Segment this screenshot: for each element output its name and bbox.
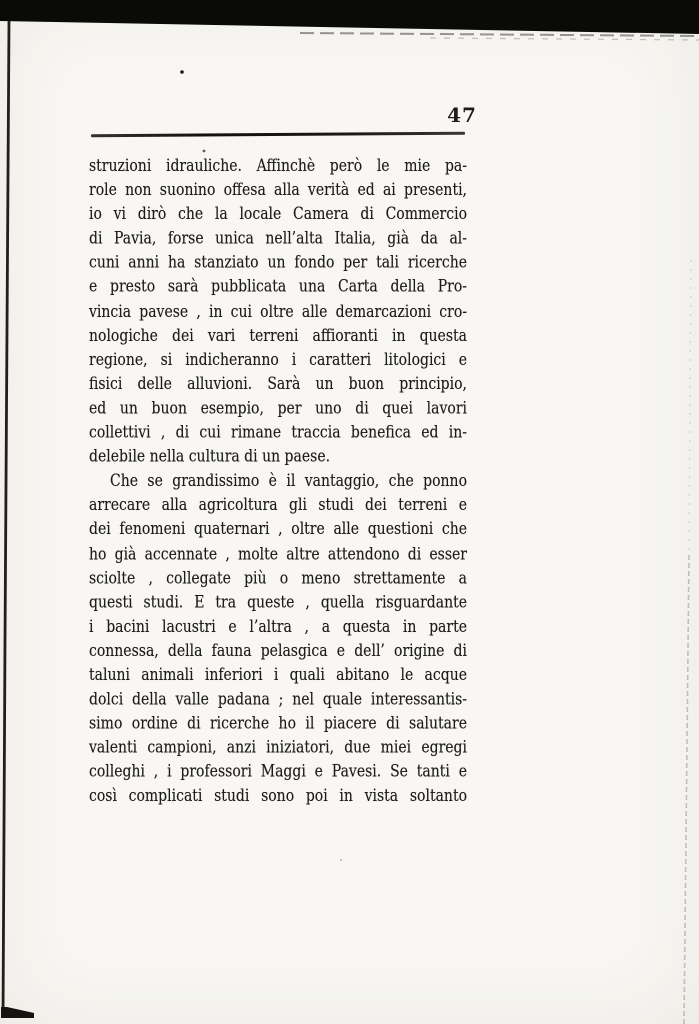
text-line: valenti campioni, anzi iniziatori, due miei egregi [89,737,467,758]
text-line: taluni animali inferiori i quali abitano le acque [89,664,467,685]
text-line: collettivi , di cui rimane traccia benefica ed in- [89,421,467,442]
ink-speck [203,150,206,153]
text-line: sciolte , collegate più o meno strettamente a [89,567,467,588]
text-line: di Pavia, forse unica nell’alta Italia, già da al- [89,227,467,248]
text-line: e presto sarà pubblicata una Carta della Pro- [89,276,467,297]
text-line: struzioni idrauliche. Affinchè però le mie pa- [89,155,467,176]
paragraph [89,468,467,807]
text-block [89,153,467,808]
text-line: ho già accennate , molte altre attendono di esser [89,543,467,564]
header-rule [91,132,465,137]
scan-band-fray [300,33,699,36]
text-line: questi studi. E tra queste , quella risguardante [89,591,467,612]
scan-band-fray-2 [430,38,699,40]
scan-line-left [3,21,9,1018]
scan-streak-right-faint [689,260,691,555]
text-line: dolci della valle padana ; nel quale interessantis- [89,688,467,709]
text-line: role non suonino offesa alla verità ed ai presenti, [89,179,467,200]
scan-band-top [0,0,699,34]
page-number: 47 [447,103,477,127]
text-line: così complicati studi sono poi in vista soltanto [89,785,467,806]
ink-speck [180,70,184,74]
text-line: arrecare alla agricoltura gli studi dei terreni e [89,494,467,515]
text-line: connessa, della fauna pelasgica e dell’ origine di [89,640,467,661]
text-line: ed un buon esempio, per uno di quei lavori [89,397,467,418]
text-line: nologiche dei vari terreni affioranti in questa [89,324,467,345]
text-line: Che se grandissimo è il vantaggio, che ponno [110,470,467,491]
text-line: vincia pavese , in cui oltre alle demarcazioni cro- [89,300,467,321]
scan-streak-right [684,555,689,1024]
text-line: i bacini lacustri e l’altra , a questa in parte [89,615,467,636]
text-line: dei fenomeni quaternari , oltre alle questioni che [89,518,467,539]
text-line: simo ordine di ricerche ho il piacere di salutare [89,712,467,733]
text-line: fisici delle alluvioni. Sarà un buon principio, [89,373,467,394]
text-line: regione, si indicheranno i caratteri litologici e [89,349,467,370]
text-line: colleghi , i professori Maggi e Pavesi. Se tanti e [89,761,467,782]
text-line: delebile nella cultura di un paese. [89,446,331,467]
text-line: io vi dirò che la locale Camera di Commercio [89,203,467,224]
text-line: cuni anni ha stanziato un fondo per tali ricerche [89,252,467,273]
paragraph [89,153,467,468]
ink-speck [340,859,342,861]
scan-corner-bottom-left [1,1007,34,1018]
